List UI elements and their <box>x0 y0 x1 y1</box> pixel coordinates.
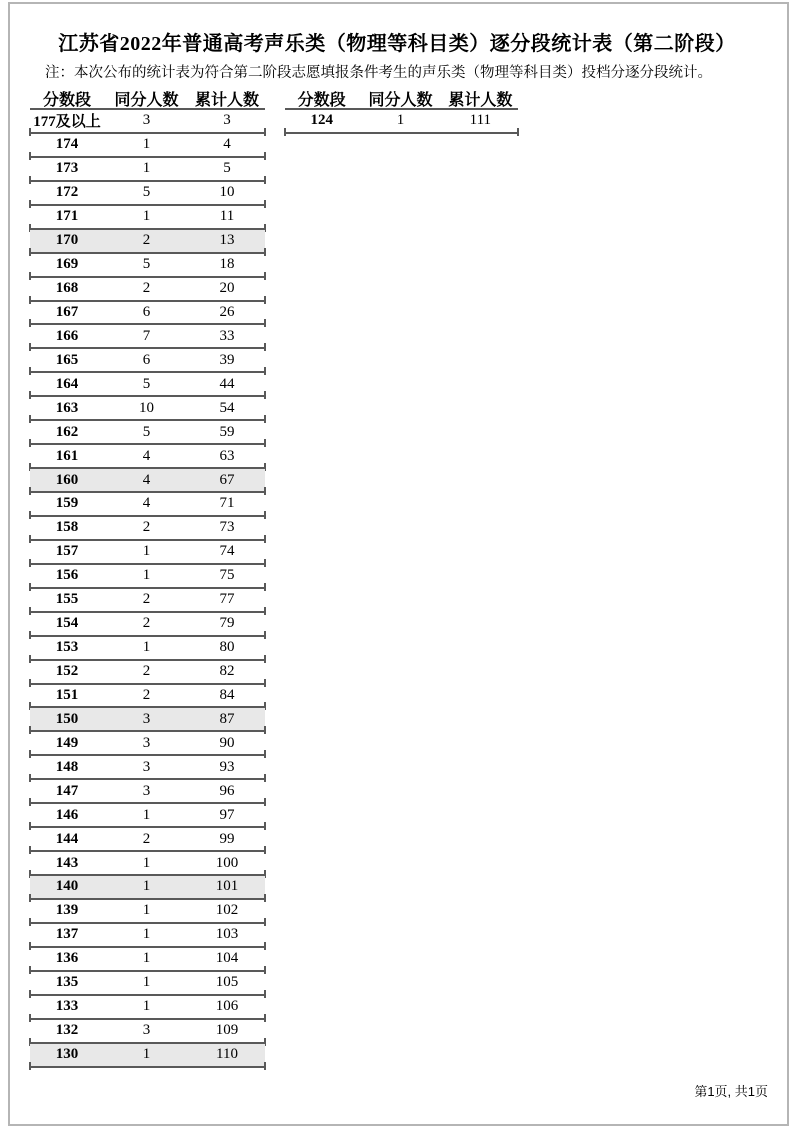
cell-score-band: 144 <box>55 830 79 847</box>
table-row <box>30 852 265 876</box>
cell-cumulative-count: 33 <box>219 327 235 344</box>
cell-score-band: 135 <box>55 974 79 991</box>
cell-score-band: 177及以上 <box>33 114 101 131</box>
table-row <box>30 421 265 445</box>
cell-same-score-count: 1 <box>142 208 151 225</box>
cell-cumulative-count: 102 <box>215 902 239 919</box>
cell-same-score-count: 1 <box>142 950 151 967</box>
table-row <box>30 900 265 924</box>
cell-score-band: 124 <box>310 112 333 129</box>
cell-same-score-count: 1 <box>142 543 151 560</box>
cell-cumulative-count: 20 <box>219 280 235 297</box>
cell-same-score-count: 6 <box>142 303 151 320</box>
cell-same-score-count: 5 <box>142 256 151 273</box>
cell-cumulative-count: 13 <box>219 232 235 249</box>
table-row <box>30 924 265 948</box>
cell-score-band: 160 <box>55 471 79 488</box>
cell-cumulative-count: 77 <box>219 591 235 608</box>
table-header-row <box>30 88 265 110</box>
table-body-right <box>285 110 518 134</box>
table-row <box>30 613 265 637</box>
cell-score-band: 152 <box>55 663 79 680</box>
cell-cumulative-count: 103 <box>215 926 239 943</box>
cell-same-score-count: 2 <box>142 686 151 703</box>
table-row <box>30 948 265 972</box>
cell-score-band: 147 <box>55 782 79 799</box>
table-row <box>30 469 265 493</box>
cell-cumulative-count: 105 <box>215 974 239 991</box>
cell-score-band: 155 <box>55 591 79 608</box>
cell-score-band: 166 <box>55 327 79 344</box>
table-row <box>30 732 265 756</box>
cell-same-score-count: 2 <box>142 663 151 680</box>
cell-score-band: 168 <box>55 280 79 297</box>
cell-score-band: 162 <box>55 423 79 440</box>
cell-cumulative-count: 110 <box>216 1046 238 1063</box>
cell-same-score-count: 2 <box>142 615 151 632</box>
table-row <box>30 589 265 613</box>
cell-same-score-count: 2 <box>142 830 151 847</box>
note-text: 注：本次公布的统计表为符合第二阶段志愿填报条件考生的声乐类（物理等科目类）投档分逐分段统计。 <box>45 65 712 81</box>
cell-same-score-count: 1 <box>142 806 151 823</box>
cell-score-band: 159 <box>55 495 79 512</box>
cell-score-band: 148 <box>55 758 79 775</box>
table-row <box>30 349 265 373</box>
table-row <box>30 876 265 900</box>
cell-cumulative-count: 90 <box>219 734 235 751</box>
table-row <box>30 397 265 421</box>
cell-same-score-count: 2 <box>142 519 151 536</box>
cell-cumulative-count: 44 <box>219 375 235 392</box>
cell-cumulative-count: 54 <box>219 399 235 416</box>
table-header-row <box>285 88 518 110</box>
cell-score-band: 133 <box>55 998 79 1015</box>
table-row <box>30 206 265 230</box>
score-table-right <box>285 88 518 134</box>
cell-cumulative-count: 100 <box>215 854 239 871</box>
table-row <box>30 828 265 852</box>
table-row <box>30 373 265 397</box>
cell-cumulative-count: 26 <box>219 303 235 320</box>
col-header-same-score-count: 同分人数 <box>368 91 433 108</box>
cell-cumulative-count: 5 <box>223 160 231 177</box>
cell-same-score-count: 1 <box>396 112 405 129</box>
cell-score-band: 153 <box>55 639 79 656</box>
cell-cumulative-count: 4 <box>223 136 231 153</box>
table-row <box>30 996 265 1020</box>
cell-score-band: 132 <box>55 1022 79 1039</box>
cell-cumulative-count: 84 <box>219 686 235 703</box>
cell-score-band: 130 <box>55 1046 79 1063</box>
table-row <box>30 565 265 589</box>
cell-score-band: 170 <box>55 232 79 249</box>
cell-score-band: 164 <box>55 375 79 392</box>
col-header-same-score-count: 同分人数 <box>114 91 179 108</box>
cell-same-score-count: 3 <box>142 782 151 799</box>
cell-same-score-count: 1 <box>142 639 151 656</box>
cell-cumulative-count: 10 <box>219 184 235 201</box>
cell-cumulative-count: 39 <box>219 351 235 368</box>
cell-same-score-count: 1 <box>142 160 151 177</box>
cell-cumulative-count: 109 <box>215 1022 239 1039</box>
table-row <box>30 134 265 158</box>
cell-same-score-count: 2 <box>142 591 151 608</box>
cell-same-score-count: 1 <box>142 998 151 1015</box>
cell-cumulative-count: 96 <box>219 782 235 799</box>
table-row <box>30 637 265 661</box>
cell-cumulative-count: 106 <box>215 998 239 1015</box>
cell-cumulative-count: 97 <box>219 806 235 823</box>
cell-same-score-count: 3 <box>142 758 151 775</box>
cell-same-score-count: 10 <box>139 399 154 416</box>
cell-score-band: 158 <box>55 519 79 536</box>
table-row <box>30 517 265 541</box>
page-title: 江苏省2022年普通高考声乐类（物理等科目类）逐分段统计表（第二阶段） <box>58 33 736 55</box>
cell-cumulative-count: 79 <box>219 615 235 632</box>
cell-same-score-count: 4 <box>142 495 151 512</box>
table-row <box>30 661 265 685</box>
cell-cumulative-count: 82 <box>219 663 235 680</box>
cell-same-score-count: 5 <box>142 184 151 201</box>
table-row <box>30 708 265 732</box>
col-header-cumulative-count: 累计人数 <box>448 91 513 108</box>
cell-score-band: 165 <box>55 351 79 368</box>
cell-cumulative-count: 104 <box>215 950 239 967</box>
cell-score-band: 172 <box>55 184 79 201</box>
cell-cumulative-count: 74 <box>219 543 235 560</box>
cell-same-score-count: 2 <box>142 280 151 297</box>
cell-same-score-count: 1 <box>142 854 151 871</box>
cell-same-score-count: 3 <box>142 734 151 751</box>
cell-same-score-count: 6 <box>142 351 151 368</box>
table-row <box>30 325 265 349</box>
cell-same-score-count: 3 <box>142 1022 151 1039</box>
cell-cumulative-count: 59 <box>219 423 235 440</box>
cell-same-score-count: 3 <box>142 710 151 727</box>
cell-same-score-count: 1 <box>142 974 151 991</box>
cell-score-band: 161 <box>55 447 79 464</box>
cell-same-score-count: 7 <box>142 327 151 344</box>
cell-score-band: 136 <box>55 950 79 967</box>
table-row <box>30 1020 265 1044</box>
cell-score-band: 150 <box>55 710 79 727</box>
cell-same-score-count: 1 <box>142 567 151 584</box>
cell-score-band: 139 <box>55 902 79 919</box>
cell-cumulative-count: 111 <box>469 112 492 129</box>
cell-score-band: 140 <box>55 878 79 895</box>
cell-score-band: 154 <box>55 615 79 632</box>
cell-same-score-count: 1 <box>142 1046 151 1063</box>
col-header-score-band: 分数段 <box>297 91 346 108</box>
cell-score-band: 143 <box>55 854 79 871</box>
cell-cumulative-count: 11 <box>219 208 235 225</box>
cell-score-band: 157 <box>55 543 79 560</box>
cell-same-score-count: 4 <box>142 447 151 464</box>
cell-cumulative-count: 71 <box>219 495 235 512</box>
cell-same-score-count: 4 <box>142 471 151 488</box>
table-row <box>30 445 265 469</box>
table-row <box>30 780 265 804</box>
cell-same-score-count: 1 <box>142 878 151 895</box>
cell-score-band: 171 <box>55 208 79 225</box>
page-number: 第1页, 共1页 <box>694 1084 768 1099</box>
col-header-score-band: 分数段 <box>42 91 91 108</box>
cell-score-band: 156 <box>55 567 79 584</box>
table-row <box>30 972 265 996</box>
cell-score-band: 163 <box>55 399 79 416</box>
cell-cumulative-count: 99 <box>219 830 235 847</box>
score-table-left <box>30 88 265 1068</box>
cell-cumulative-count: 63 <box>219 447 235 464</box>
cell-score-band: 173 <box>55 160 79 177</box>
cell-cumulative-count: 75 <box>219 567 235 584</box>
table-row <box>30 541 265 565</box>
table-row <box>30 302 265 326</box>
table-row <box>30 110 265 134</box>
cell-score-band: 151 <box>55 686 79 703</box>
cell-score-band: 167 <box>55 303 79 320</box>
table-row <box>30 158 265 182</box>
cell-cumulative-count: 101 <box>215 878 239 895</box>
cell-score-band: 146 <box>55 806 79 823</box>
cell-score-band: 137 <box>55 926 79 943</box>
table-row <box>285 110 518 134</box>
cell-same-score-count: 2 <box>142 232 151 249</box>
cell-same-score-count: 5 <box>142 423 151 440</box>
table-row <box>30 1044 265 1068</box>
cell-cumulative-count: 93 <box>219 758 235 775</box>
cell-score-band: 169 <box>55 256 79 273</box>
table-row <box>30 685 265 709</box>
cell-cumulative-count: 87 <box>219 710 235 727</box>
cell-cumulative-count: 67 <box>219 471 235 488</box>
cell-same-score-count: 1 <box>142 902 151 919</box>
cell-cumulative-count: 73 <box>219 519 235 536</box>
table-row <box>30 278 265 302</box>
table-row <box>30 804 265 828</box>
table-row <box>30 254 265 278</box>
table-row <box>30 182 265 206</box>
cell-cumulative-count: 80 <box>219 639 235 656</box>
table-row <box>30 493 265 517</box>
cell-same-score-count: 3 <box>142 112 151 129</box>
table-row <box>30 756 265 780</box>
cell-same-score-count: 1 <box>142 136 151 153</box>
table-body-left <box>30 110 265 1068</box>
cell-score-band: 149 <box>55 734 79 751</box>
cell-same-score-count: 1 <box>142 926 151 943</box>
col-header-cumulative-count: 累计人数 <box>194 91 259 108</box>
cell-cumulative-count: 3 <box>223 112 231 129</box>
cell-score-band: 174 <box>55 136 79 153</box>
cell-same-score-count: 5 <box>142 375 151 392</box>
cell-cumulative-count: 18 <box>219 256 235 273</box>
table-row <box>30 230 265 254</box>
